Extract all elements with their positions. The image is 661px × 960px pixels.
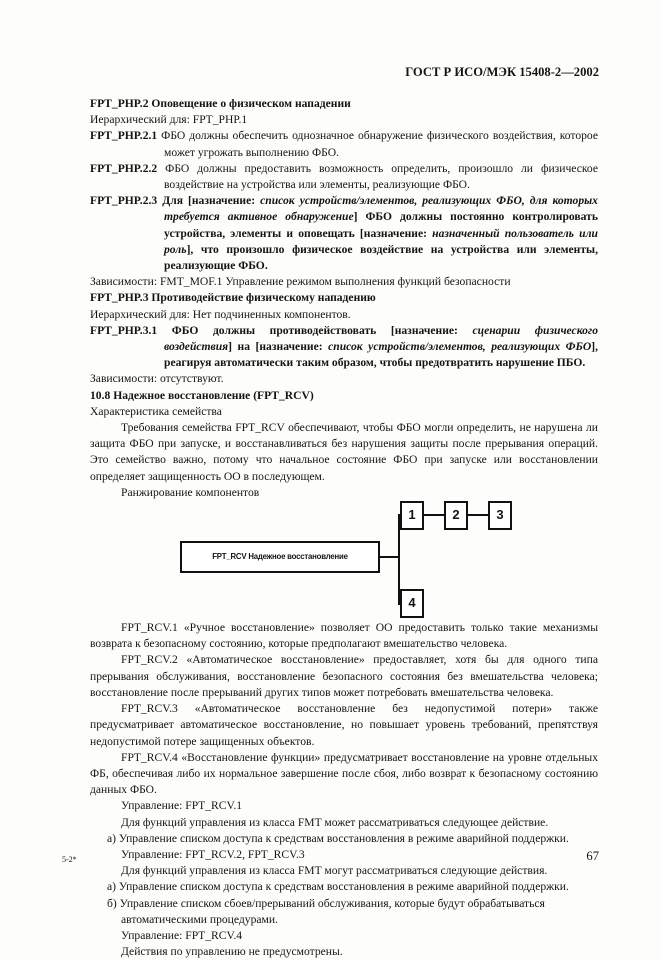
rcv-intro: Требования семейства FPT_RCV обеспечивают, чтобы ФБО могли определить, не нарушена ли защита ФБО при запуске, и восстанавливаться без нарушения защиты после прерывания операций. Это семейство важно, потому что начальное состояние ФБО при запуске или восстановлении определяет защищенность ОО в последующем. [90,421,598,483]
rcv23-management-text: Для функций управления из класса FMT могут рассматриваться следующие действия. [121,864,548,878]
rcv4-management-label: Управление: FPT_RCV.4 [121,928,243,942]
rcv1-management-text: Для функций управления из класса FMT может рассматриваться следующее действие. [121,815,549,829]
rcv4-description: FPT_RCV.4 «Восстановление функции» предусматривает восстановление на уровне отдельных ФБ, обеспечивая либо их нормальное завершение после сбоя, либо возврат к безопасному состоянию данных ФБО. [90,750,598,797]
rcv4-management-text: Действия по управлению не предусмотрены. [121,945,343,959]
component-box-4: 4 [400,589,424,618]
php2-hierarchical: Иерархический для: FPT_PHP.1 [90,113,248,127]
footer-signature: 5-2* [62,855,77,864]
rcv-ranking-label: Ранжирование компонентов [121,485,260,499]
standard-header: ГОСТ Р ИСО/МЭК 15408-2—2002 [405,65,599,79]
php2-dependencies: Зависимости: FMT_MOF.1 Управление режимом выполнения функций безопасности [90,275,511,289]
php2-title: FPT_PHP.2 Оповещение о физическом нападении [90,97,351,110]
component-box-2: 2 [444,501,468,530]
php2-element-1: FPT_PHP.2.1 ФБО должны обеспечить однозначное обнаружение физического воздействия, которое может угрожать выполнению ФБО. [90,129,598,159]
rcv23-management-item-b: б) Управление списком сбоев/прерываний обслуживания, которые будут обрабатываться автоматическими процедурами. [107,896,545,926]
rcv1-management-item-a: а) Управление списком доступа к средствам восстановления в режиме аварийной поддержки. [107,831,569,845]
php2-element-2: FPT_PHP.2.2 ФБО должны предоставить возможность определить, произошло ли физическое воздействие на устройства или элементы, реализующие ФБО. [90,161,598,192]
page-number: 67 [586,849,599,863]
rcv-characteristic-label: Характеристика семейства [90,404,222,418]
php3-title: FPT_PHP.3 Противодействие физическому нападению [90,291,376,305]
rcv-section-title: 10.8 Надежное восстановление (FPT_RCV) [90,388,314,402]
rcv1-description: FPT_RCV.1 «Ручное восстановление» позволяет ОО предоставить только такие механизмы возврата к безопасному состоянию, которые предполагают вмешательство человека. [90,621,598,651]
rcv23-management-label: Управление: FPT_RCV.2, FPT_RCV.3 [121,847,305,861]
family-box: FPT_RCV Надежное восстановление [180,541,380,573]
component-ranking-diagram [90,504,598,614]
rcv2-description: FPT_RCV.2 «Автоматическое восстановление» предоставляет, хотя бы для одного типа прерывания обслуживания, восстановление безопасного состояния без вмешательства человека; восстановление после прерываний других типов может потребовать вмешательства человека. [90,653,598,699]
connector-2-3 [468,514,490,516]
rcv3-description: FPT_RCV.3 «Автоматическое восстановление без недопустимой потери» также предусматривает автоматическое восстановление, но повышает уровень требований, препятствуя недопустимой потере защищенных объектов. [90,702,598,748]
php3-element-1: FPT_PHP.3.1 ФБО должны противодействовать [назначение: сценарии физического воздействия] на [назначение: список устройств/элементов, реализующих ФБО], реагируя автоматически таким образом, чтобы предотвратить нарушение ПБО. [90,323,599,370]
component-box-1: 1 [400,501,424,530]
main-content [90,96,598,960]
connector-1-2 [424,514,446,516]
component-box-3: 3 [488,501,512,530]
php3-hierarchical: Иерархический для: Нет подчиненных компонентов. [90,307,351,321]
rcv23-management-item-a: а) Управление списком доступа к средствам восстановления в режиме аварийной поддержки. [107,880,569,894]
php3-dependencies: Зависимости: отсутствуют. [90,372,224,386]
connector-main [380,556,400,558]
rcv1-management-label: Управление: FPT_RCV.1 [121,799,243,813]
php2-element-3: FPT_PHP.2.3 Для [назначение: список устройств/элементов, реализующих ФБО, для которых требуется активное обнаружение] ФБО должны постоянно контролировать устройства, элементы и оповещать [назначение: назначенный пользователь или роль], что произошло физическое воздействие на устройства или элементы, реализующие ФБО. [90,194,598,273]
